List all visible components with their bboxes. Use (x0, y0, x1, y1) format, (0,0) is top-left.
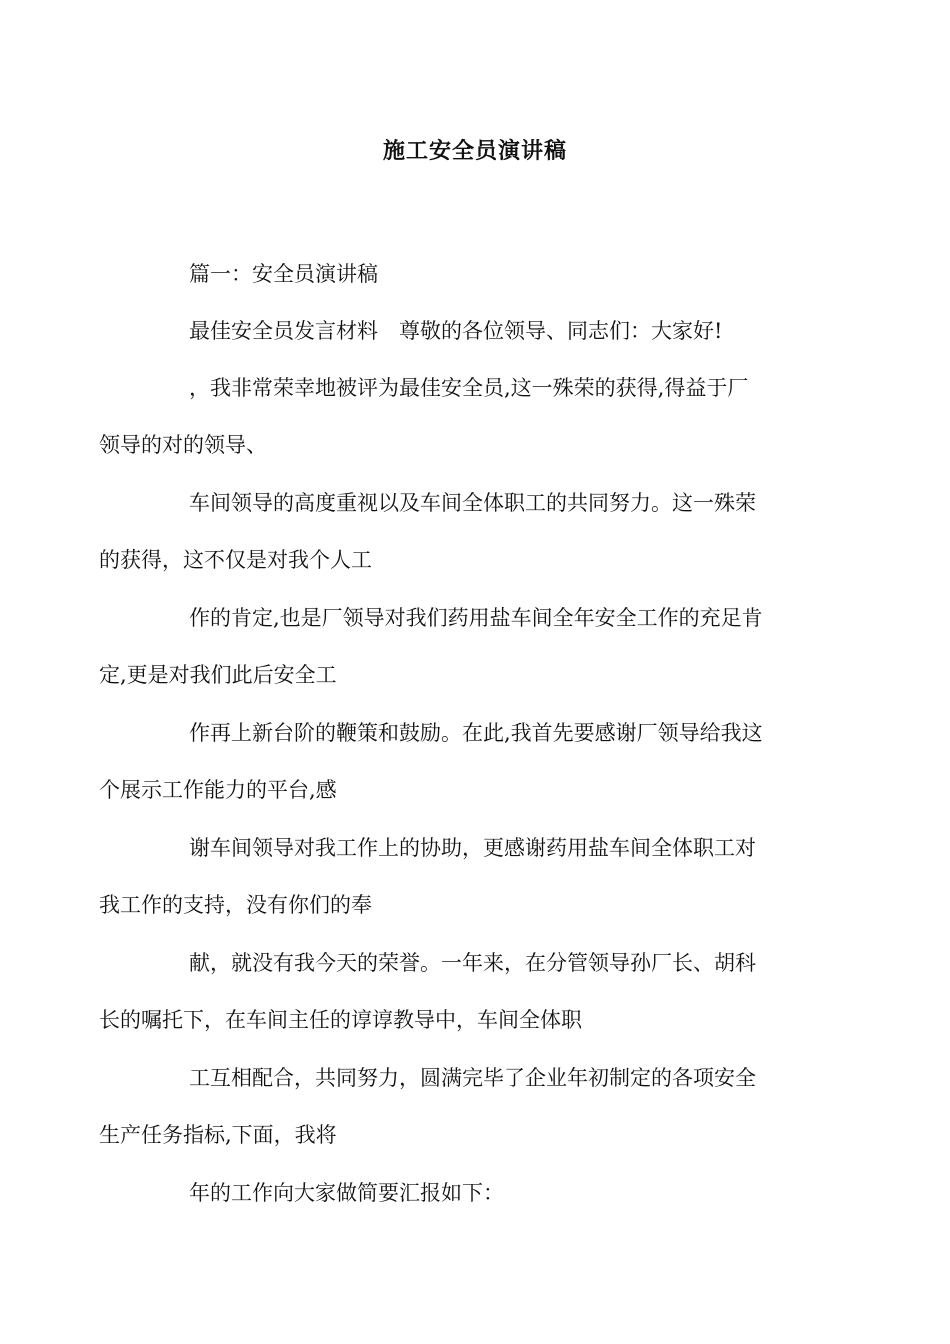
opening-line: 最佳安全员发言材料 尊敬的各位领导、同志们：大家好! (189, 319, 723, 343)
section-heading: 篇一：安全员演讲稿 (189, 262, 378, 286)
paragraph (99, 718, 806, 805)
paragraph-line: 谢车间领导对我工作上的协助，更感谢药用盐车间全体职工对 (189, 836, 756, 860)
paragraph-line: 工互相配合，共同努力，圆满完毕了企业年初制定的各项安全 (189, 1066, 756, 1090)
paragraph-line: 献，就没有我今天的荣誉。一年来，在分管领导孙厂长、胡科 (189, 951, 756, 975)
paragraph (99, 603, 806, 690)
document-body (99, 259, 806, 1208)
paragraph (99, 833, 806, 920)
paragraph-line: 作的肯定,也是厂领导对我们药用盐车间全年安全工作的充足肯 (189, 606, 763, 630)
paragraph (99, 488, 806, 575)
paragraph (99, 373, 806, 460)
paragraph-line: 长的嘱托下，在车间主任的谆谆教导中，车间全体职 (99, 1008, 582, 1032)
paragraph-line: 定,更是对我们此后安全工 (99, 663, 337, 687)
paragraph (99, 948, 806, 1035)
paragraph (99, 1063, 806, 1150)
closing-line: 年的工作向大家做简要汇报如下： (189, 1181, 504, 1205)
paragraph-line: 领导的对的领导、 (99, 433, 267, 457)
paragraph-line: 车间领导的高度重视以及车间全体职工的共同努力。这一殊荣 (189, 491, 756, 515)
document-title: 施工安全员演讲稿 (382, 139, 567, 164)
paragraph-line: 作再上新台阶的鞭策和鼓励。在此,我首先要感谢厂领导给我这 (189, 721, 763, 745)
paragraph-line: 生产任务指标,下面，我将 (99, 1123, 337, 1147)
paragraph-line: 个展示工作能力的平台,感 (99, 778, 337, 802)
paragraph-line: 的获得，这不仅是对我个人工 (99, 548, 372, 572)
paragraph-line: 我工作的支持，没有你们的奉 (99, 893, 372, 917)
paragraph-line: ，我非常荣幸地被评为最佳安全员,这一殊荣的获得,得益于厂 (189, 376, 749, 400)
